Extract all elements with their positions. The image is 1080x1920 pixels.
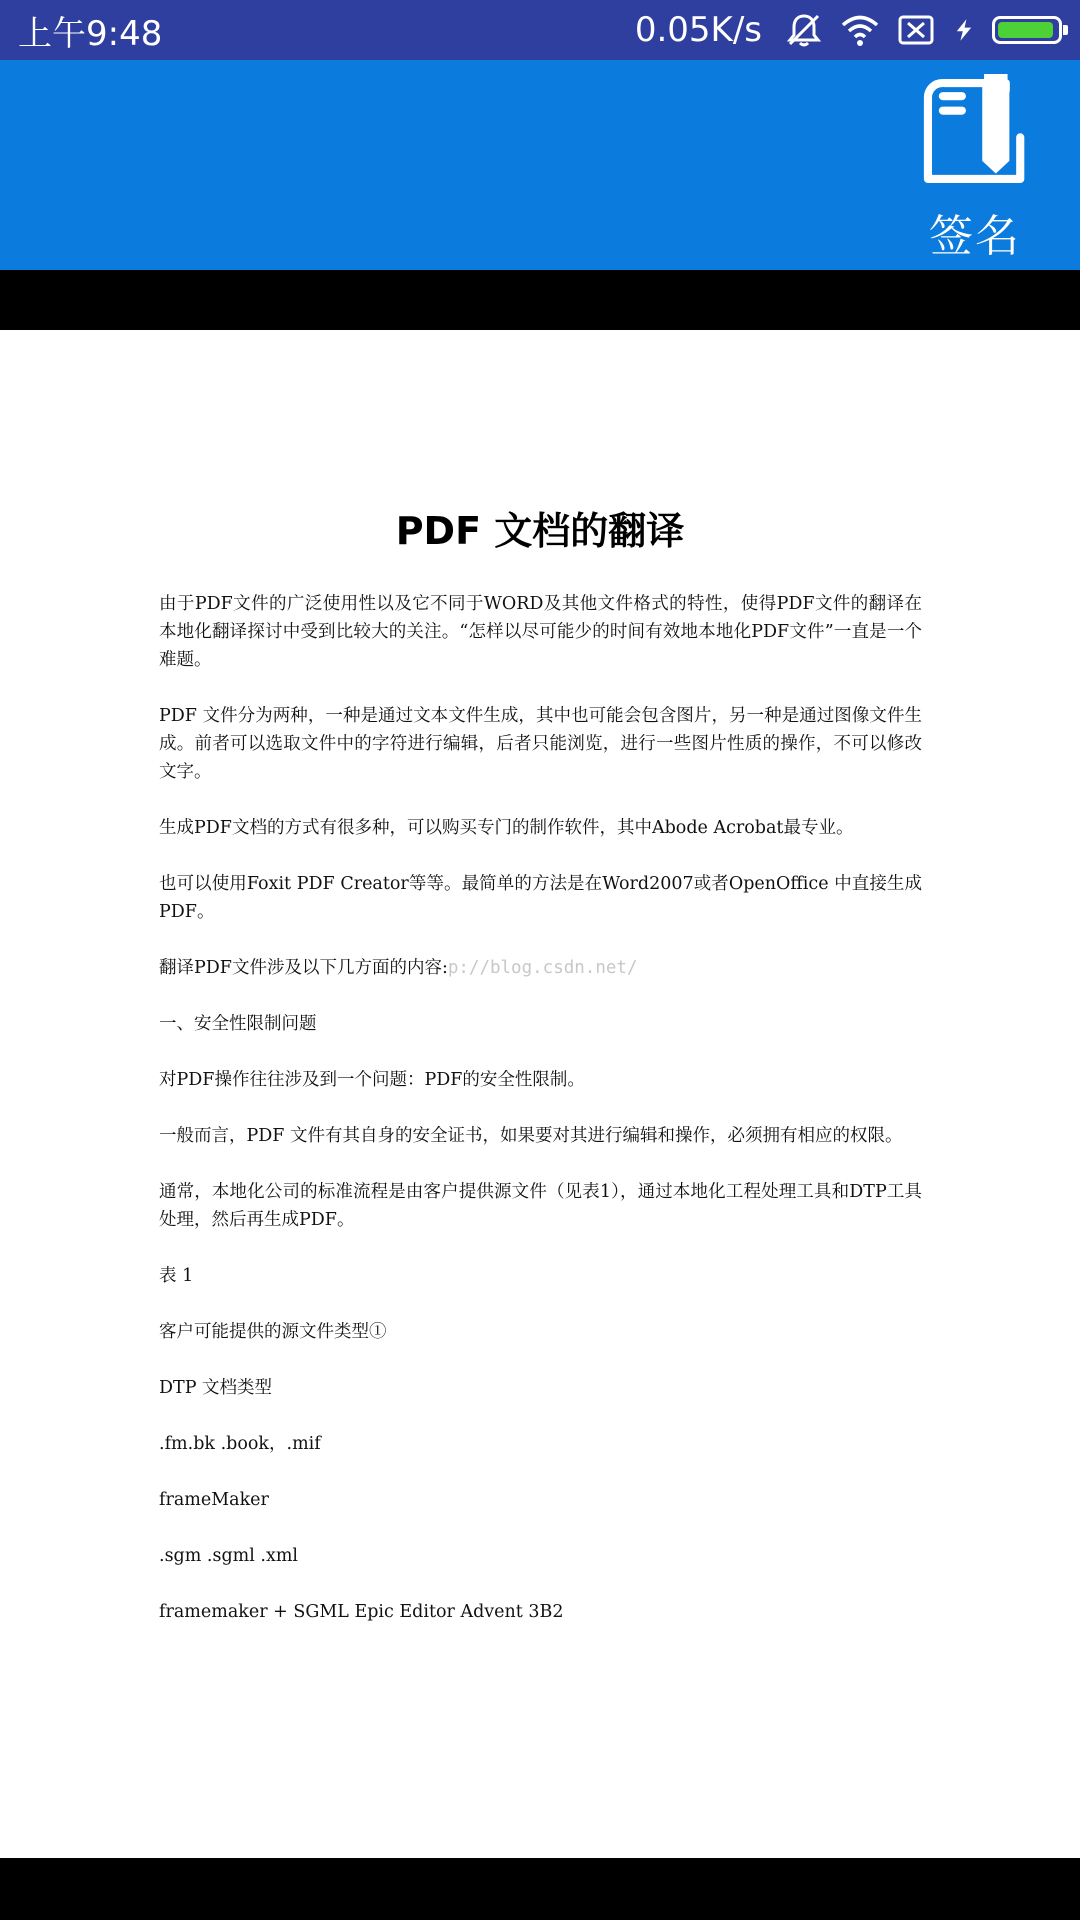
network-speed: 0.05K/s: [634, 10, 762, 50]
paragraph: 生成PDF文档的方式有很多种，可以购买专门的制作软件，其中Abode Acrobat最专业。: [159, 818, 854, 838]
sign-button-label: 签名: [929, 211, 1021, 262]
paragraph: 通常，本地化公司的标准流程是由客户提供源文件（见表1），通过本地化工程处理工具和DTP工具处理，然后再生成PDF。: [159, 1182, 922, 1230]
sign-button[interactable]: [910, 74, 1040, 264]
table-cell: DTP 文档类型: [159, 1378, 273, 1398]
status-time: 上午9:48: [18, 13, 163, 54]
pdf-page[interactable]: [0, 330, 1080, 1858]
paragraph-text: 翻译PDF文件涉及以下几方面的内容:: [159, 958, 448, 978]
toolbar-shadow-strip: [0, 270, 1080, 330]
paragraph: 一般而言，PDF 文件有其自身的安全证书，如果要对其进行编辑和操作，必须拥有相应的权限。: [159, 1126, 903, 1146]
signature-document-icon: [913, 74, 1037, 188]
paragraph-with-watermark: [159, 954, 922, 982]
table-cell: .sgm .sgml .xml: [159, 1546, 299, 1566]
document-body: [159, 590, 922, 1654]
document-title: PDF 文档的翻译: [395, 509, 685, 553]
paragraph: PDF 文件分为两种，一种是通过文本文件生成，其中也可能会包含图片，另一种是通过图像文件生成。前者可以选取文件中的字符进行编辑，后者只能浏览，进行一些图片性质的操作，不可以修改文字。: [159, 706, 922, 782]
status-bar: [0, 0, 1080, 60]
battery-fill: [998, 22, 1053, 38]
wifi-icon: [840, 10, 880, 50]
bottom-bar: [0, 1858, 1080, 1920]
toolbar: [0, 60, 1080, 270]
status-icons: [635, 10, 1062, 50]
table-cell: framemaker + SGML Epic Editor Advent 3B2: [159, 1602, 564, 1622]
section-heading: 一、安全性限制问题: [159, 1014, 317, 1034]
no-sim-icon: [896, 10, 936, 50]
table-label: 表 1: [159, 1266, 194, 1286]
paragraph: 由于PDF文件的广泛使用性以及它不同于WORD及其他文件格式的特性，使得PDF文件的翻译在本地化翻译探讨中受到比较大的关注。“怎样以尽可能少的时间有效地本地化PDF文件”一直是一个难题。: [159, 594, 922, 670]
mute-icon: [784, 10, 824, 50]
paragraph: 也可以使用Foxit PDF Creator等等。最简单的方法是在Word2007或者OpenOffice 中直接生成PDF。: [159, 874, 922, 922]
table-cell: .fm.bk .book，.mif: [159, 1434, 321, 1454]
battery-icon: [992, 16, 1062, 44]
charging-icon: [952, 10, 976, 50]
paragraph: 对PDF操作往往涉及到一个问题：PDF的安全性限制。: [159, 1070, 585, 1090]
watermark-text: p://blog.csdn.net/: [447, 958, 638, 978]
table-caption: 客户可能提供的源文件类型①: [159, 1322, 387, 1342]
table-cell: frameMaker: [159, 1490, 269, 1510]
